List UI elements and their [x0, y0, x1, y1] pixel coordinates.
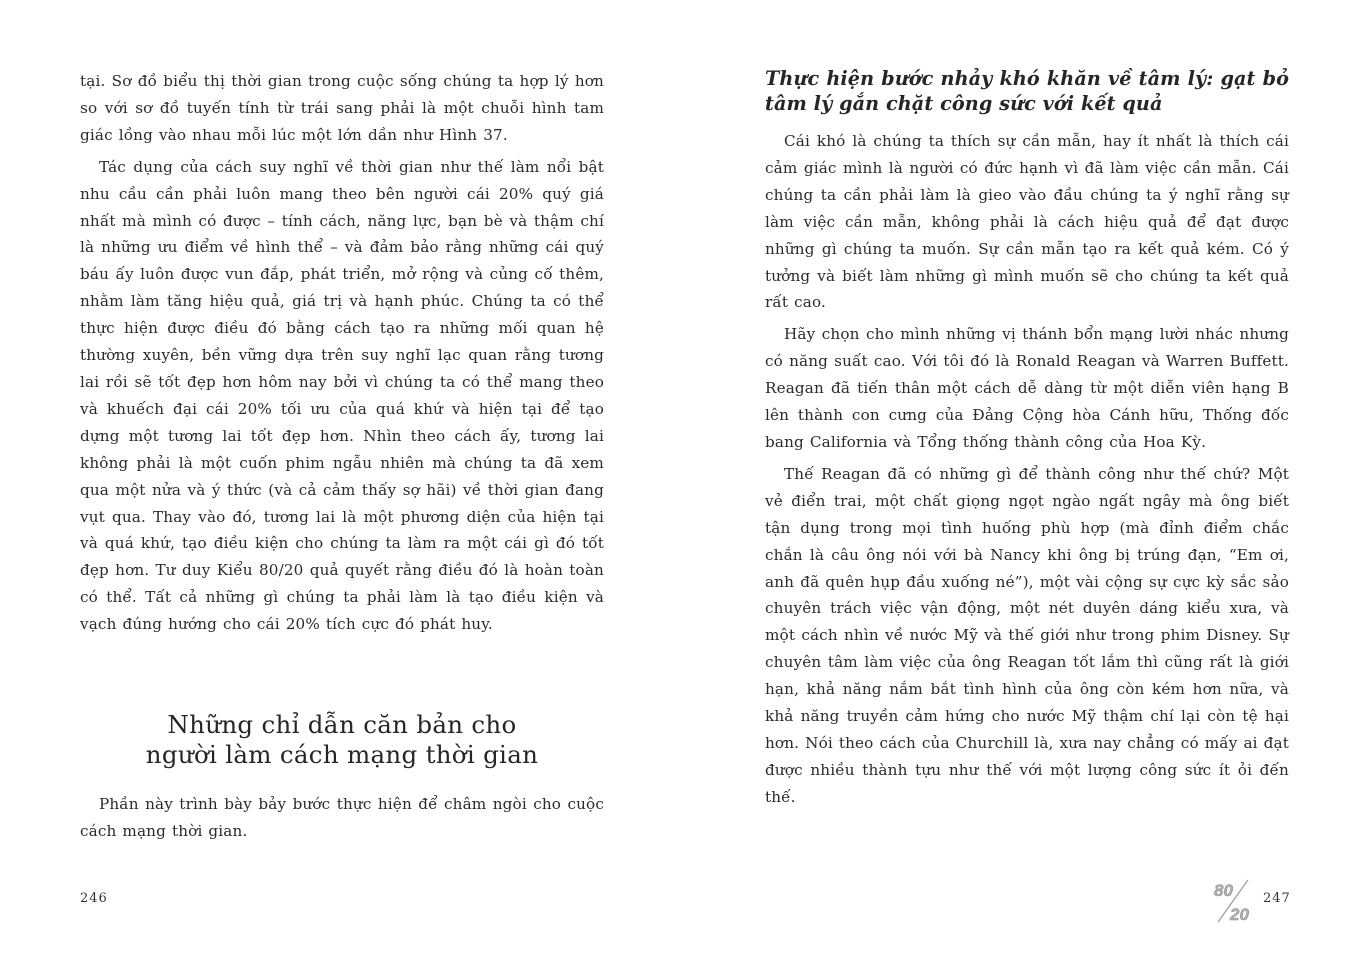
logo-bottom-number: 20: [1230, 905, 1249, 924]
book-logo-80-20: [1210, 878, 1262, 924]
left-paragraph-1: tại. Sơ đồ biểu thị thời gian trong cuộc sống chúng ta hợp lý hơn so với sơ đồ tuyến tính từ trái sang phải là một chuỗi hình tam giác lồng vào nhau mỗi lúc một lớn dần như Hình 37.: [80, 72, 604, 144]
left-page-number: 246: [80, 891, 108, 906]
right-paragraph-2: Hãy chọn cho mình những vị thánh bổn mạng lười nhác nhưng có năng suất cao. Với tôi đó là Ronald Reagan và Warren Buffett. Reagan đã tiến thân một cách dễ dàng từ một diễn viên hạng B lên thành con cưng của Đảng Cộng hòa Cánh hữu, Thống đốc bang California và Tổng thống thành công của Hoa Kỳ.: [765, 325, 1289, 451]
right-body-text: [765, 128, 1289, 816]
right-page-number: 247: [1263, 891, 1291, 906]
left-paragraph-2: Tác dụng của cách suy nghĩ về thời gian như thế làm nổi bật nhu cầu cần phải luôn mang theo bên người cái 20% quý giá nhất mà mình có được – tính cách, năng lực, bạn bè và thậm chí là những ưu điểm về hình thể – và đảm bảo rằng những cái quý báu ấy luôn được vun đắp, phát triển, mở rộng và củng cố thêm, nhằm làm tăng hiệu quả, giá trị và hạnh phúc. Chúng ta có thể thực hiện được điều đó bằng cách tạo ra những mối quan hệ thường xuyên, bền vững dựa trên suy nghĩ lạc quan rằng tương lai rồi sẽ tốt đẹp hơn hôm nay bởi vì chúng ta có thể mang theo và khuếch đại cái 20% tối ưu của quá khứ và hiện tại để tạo dựng một tương lai tốt đẹp hơn. Nhìn theo cách ấy, tương lai không phải là một cuốn phim ngẫu nhiên mà chúng ta đã xem qua một nửa và ý thức (và cả cảm thấy sợ hãi) về thời gian đang vụt qua. Thay vào đó, tương lai là một phương diện của hiện tại và quá khứ, tạo điều kiện cho chúng ta làm ra một cái gì đó tốt đẹp hơn. Tư duy Kiểu 80/20 quả quyết rằng điều đó là hoàn toàn có thể. Tất cả những gì chúng ta phải làm là tạo điều kiện và vạch đúng hướng cho cái 20% tích cực đó phát huy.: [80, 157, 604, 634]
section-heading-line-1: Những chỉ dẫn căn bản cho: [167, 710, 517, 739]
left-closing-text: [80, 791, 604, 850]
left-body-text: [80, 68, 604, 643]
logo-top-number: 80: [1214, 881, 1233, 900]
left-closing-paragraph: Phần này trình bày bảy bước thực hiện để châm ngòi cho cuộc cách mạng thời gian.: [80, 795, 604, 840]
section-heading-line-2: người làm cách mạng thời gian: [145, 740, 539, 769]
section-heading: [80, 710, 604, 770]
right-subheading: Thực hiện bước nhảy khó khăn về tâm lý: gạt bỏ tâm lý gắn chặt công sức với kết quả: [765, 67, 1289, 115]
right-paragraph-1: Cái khó là chúng ta thích sự cần mẫn, hay ít nhất là thích cái cảm giác mình là người có đức hạnh vì đã làm việc cần mẫn. Cái chúng ta cần phải làm là gieo vào đầu chúng ta ý nghĩ rằng sự làm việc cần mẫn, không phải là cách hiệu quả để đạt được những gì chúng ta muốn. Sự cần mẫn tạo ra kết quả kém. Có ý tưởng và biết làm những gì mình muốn sẽ cho chúng ta kết quả rất cao.: [765, 132, 1289, 312]
right-page: [685, 0, 1370, 969]
right-paragraph-3: Thế Reagan đã có những gì để thành công như thế chứ? Một vẻ điển trai, một chất giọng ngọt ngào ngất ngây mà ông biết tận dụng trong mọi tình huống phù hợp (mà đỉnh điểm chắc chắn là câu ông nói với bà Nancy khi ông bị trúng đạn, “Em ơi, anh đã quên hụp đầu xuống né”), một vài cộng sự cực kỳ sắc sảo chuyên trách việc vận động, một nét duyên dáng kiểu xưa, và một cách nhìn về nước Mỹ và thế giới như trong phim Disney. Sự chuyên tâm làm việc của ông Reagan tốt lắm thì cũng rất là giới hạn, khả năng nắm bắt tình hình của ông còn kém hơn nữa, và khả năng truyền cảm hứng cho nước Mỹ thậm chí lại còn tệ hại hơn. Nói theo cách của Churchill là, xưa nay chẳng có mấy ai đạt được nhiều thành tựu như thế với một lượng công sức ít ỏi đến thế.: [765, 464, 1289, 806]
